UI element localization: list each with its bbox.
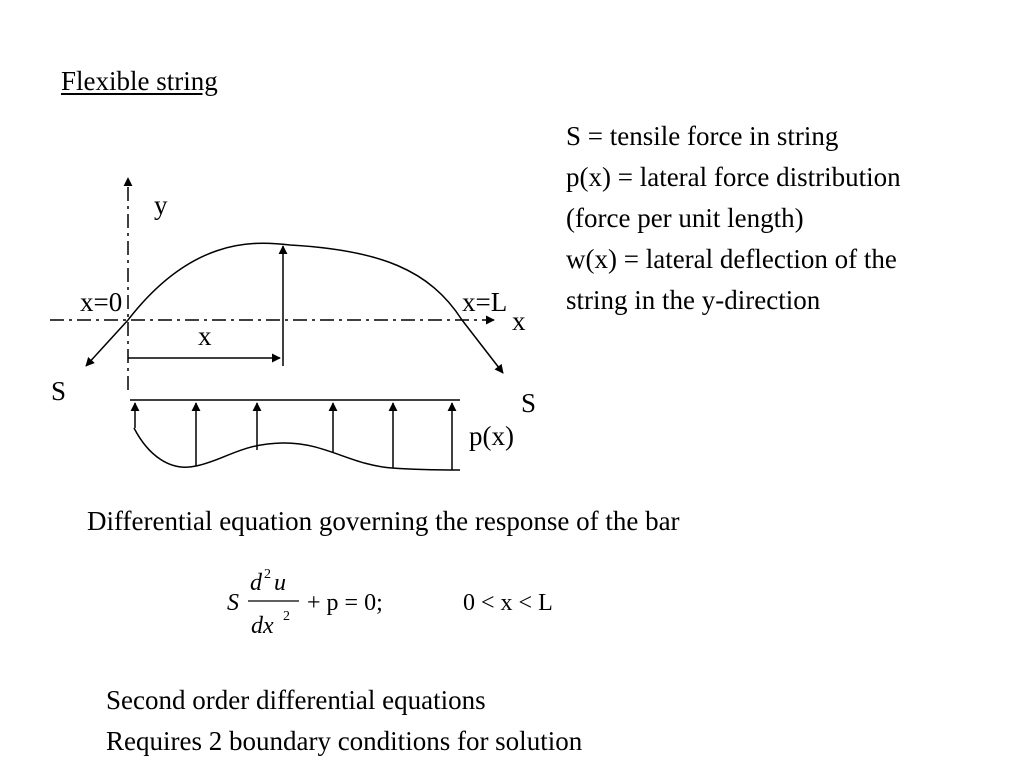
equation-coefficient: S [227,590,239,616]
equation-domain: 0 < x < L [463,590,553,616]
equation-caption: Differential equation governing the response of the bar [87,506,680,536]
numerator-d: d [250,570,262,596]
equation-remainder: + p = 0; [307,590,383,616]
definition-line: string in the y-direction [566,285,821,315]
governing-equation [225,562,605,642]
string-curve [128,243,462,320]
right-tension-label: S [521,388,537,418]
slide-title: Flexible string [61,66,218,96]
right-end-label: x=L [462,287,508,317]
note-line: Second order differential equations [106,685,486,715]
notes-list [106,680,582,762]
load-label: p(x) [469,421,514,451]
definition-line: (force per unit length) [566,203,804,233]
left-end-label: x=0 [80,287,123,317]
denominator-exponent: 2 [283,609,290,624]
numerator-exponent: 2 [264,567,271,582]
definition-line: S = tensile force in string [566,121,839,151]
position-label: x [198,321,212,351]
load-distribution-curve [134,428,460,470]
note-line: Requires 2 boundary conditions for solution [106,726,583,756]
x-axis-label: x [512,306,526,336]
numerator-variable: u [274,570,286,596]
denominator-dx: dx [251,613,274,639]
y-axis-label: y [154,190,168,220]
definition-line: w(x) = lateral deflection of the [566,244,897,274]
left-tension-arrow [86,320,128,366]
left-tension-label: S [51,376,67,406]
right-tension-arrow [462,320,503,373]
definition-line: p(x) = lateral force distribution [566,162,901,192]
